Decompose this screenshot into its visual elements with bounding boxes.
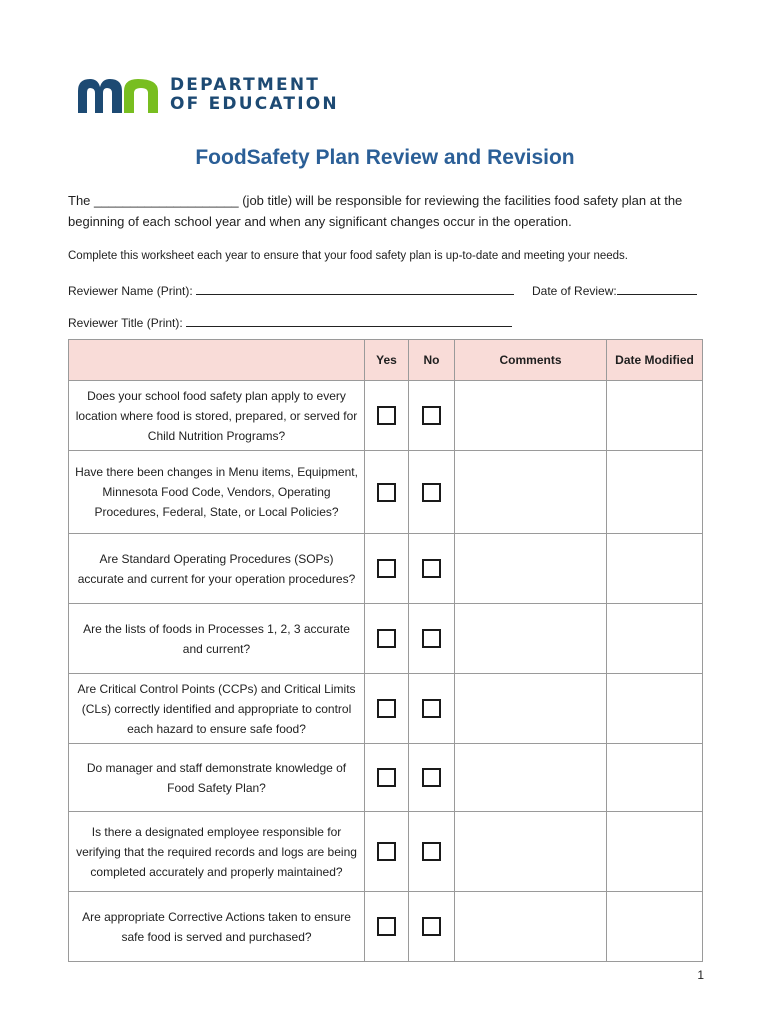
date-modified-cell[interactable] xyxy=(607,381,703,451)
date-of-review-row xyxy=(532,282,697,298)
date-modified-cell[interactable] xyxy=(607,604,703,674)
header-no: No xyxy=(409,340,455,381)
question-cell: Does your school food safety plan apply to every location where food is stored, prepared, or served for Child Nutrition Programs? xyxy=(69,381,365,451)
comments-cell[interactable] xyxy=(455,604,607,674)
date-modified-cell[interactable] xyxy=(607,812,703,892)
date-modified-cell[interactable] xyxy=(607,892,703,962)
no-cell xyxy=(409,381,455,451)
reviewer-title-field[interactable] xyxy=(186,314,512,327)
table-row xyxy=(69,744,703,812)
no-checkbox[interactable] xyxy=(422,559,441,578)
mn-education-logo xyxy=(76,76,339,114)
intro-paragraph: The ____________________ (job title) will be responsible for reviewing the facilities food safety plan at the beginning of each school year and when any significant changes occur in the operation. xyxy=(68,193,683,229)
no-checkbox[interactable] xyxy=(422,842,441,861)
logo-line-1: DEPARTMENT xyxy=(170,75,321,95)
table-row xyxy=(69,674,703,744)
question-cell: Are appropriate Corrective Actions taken to ensure safe food is served and purchased? xyxy=(69,892,365,962)
comments-cell[interactable] xyxy=(455,451,607,534)
comments-cell[interactable] xyxy=(455,674,607,744)
date-modified-cell[interactable] xyxy=(607,451,703,534)
no-cell xyxy=(409,604,455,674)
comments-cell[interactable] xyxy=(455,744,607,812)
table-row xyxy=(69,534,703,604)
date-of-review-field[interactable] xyxy=(617,282,697,295)
question-cell: Are Standard Operating Procedures (SOPs) accurate and current for your operation procedures? xyxy=(69,534,365,604)
question-cell: Is there a designated employee responsible for verifying that the required records and logs are being completed accurately and properly maintained? xyxy=(69,812,365,892)
comments-cell[interactable] xyxy=(455,892,607,962)
reviewer-title-row xyxy=(68,314,512,330)
no-checkbox[interactable] xyxy=(422,406,441,425)
no-cell xyxy=(409,892,455,962)
date-of-review-label: Date of Review: xyxy=(532,284,617,298)
instruction-text: Complete this worksheet each year to ensure that your food safety plan is up-to-date and meeting your needs. xyxy=(68,250,628,262)
yes-cell xyxy=(365,674,409,744)
logo-line-2: OF EDUCATION xyxy=(170,94,339,114)
date-modified-cell[interactable] xyxy=(607,744,703,812)
yes-cell xyxy=(365,812,409,892)
header-comments: Comments xyxy=(455,340,607,381)
table-row xyxy=(69,451,703,534)
question-cell: Do manager and staff demonstrate knowledge of Food Safety Plan? xyxy=(69,744,365,812)
yes-checkbox[interactable] xyxy=(377,917,396,936)
reviewer-title-label: Reviewer Title (Print): xyxy=(68,316,183,330)
no-cell xyxy=(409,812,455,892)
no-cell xyxy=(409,451,455,534)
comments-cell[interactable] xyxy=(455,812,607,892)
table-row xyxy=(69,892,703,962)
yes-cell xyxy=(365,604,409,674)
comments-cell[interactable] xyxy=(455,534,607,604)
yes-cell xyxy=(365,534,409,604)
page-title: FoodSafety Plan Review and Revision xyxy=(195,146,575,169)
page-number: 1 xyxy=(697,968,704,982)
yes-cell xyxy=(365,451,409,534)
no-checkbox[interactable] xyxy=(422,629,441,648)
yes-checkbox[interactable] xyxy=(377,629,396,648)
header-question xyxy=(69,340,365,381)
table-row xyxy=(69,381,703,451)
header-yes: Yes xyxy=(365,340,409,381)
reviewer-name-field[interactable] xyxy=(196,282,514,295)
date-modified-cell[interactable] xyxy=(607,674,703,744)
date-modified-cell[interactable] xyxy=(607,534,703,604)
comments-cell[interactable] xyxy=(455,381,607,451)
yes-cell xyxy=(365,381,409,451)
yes-checkbox[interactable] xyxy=(377,483,396,502)
yes-checkbox[interactable] xyxy=(377,699,396,718)
yes-cell xyxy=(365,892,409,962)
yes-checkbox[interactable] xyxy=(377,768,396,787)
review-table xyxy=(68,339,703,962)
question-cell: Have there been changes in Menu items, Equipment, Minnesota Food Code, Vendors, Operating Procedures, Federal, State, or Local Policies? xyxy=(69,451,365,534)
yes-checkbox[interactable] xyxy=(377,406,396,425)
mn-logo-icon xyxy=(76,77,160,113)
no-checkbox[interactable] xyxy=(422,483,441,502)
table-row xyxy=(69,812,703,892)
no-cell xyxy=(409,744,455,812)
question-cell: Are the lists of foods in Processes 1, 2, 3 accurate and current? xyxy=(69,604,365,674)
reviewer-name-row xyxy=(68,282,514,298)
table-row xyxy=(69,604,703,674)
no-cell xyxy=(409,534,455,604)
no-cell xyxy=(409,674,455,744)
no-checkbox[interactable] xyxy=(422,768,441,787)
yes-checkbox[interactable] xyxy=(377,842,396,861)
logo-text xyxy=(170,76,339,114)
reviewer-name-label: Reviewer Name (Print): xyxy=(68,284,193,298)
yes-checkbox[interactable] xyxy=(377,559,396,578)
header-date-modified: Date Modified xyxy=(607,340,703,381)
no-checkbox[interactable] xyxy=(422,699,441,718)
no-checkbox[interactable] xyxy=(422,917,441,936)
table-header-row xyxy=(69,340,703,381)
question-cell: Are Critical Control Points (CCPs) and Critical Limits (CLs) correctly identified and appropriate to control each hazard to ensure safe food? xyxy=(69,674,365,744)
yes-cell xyxy=(365,744,409,812)
